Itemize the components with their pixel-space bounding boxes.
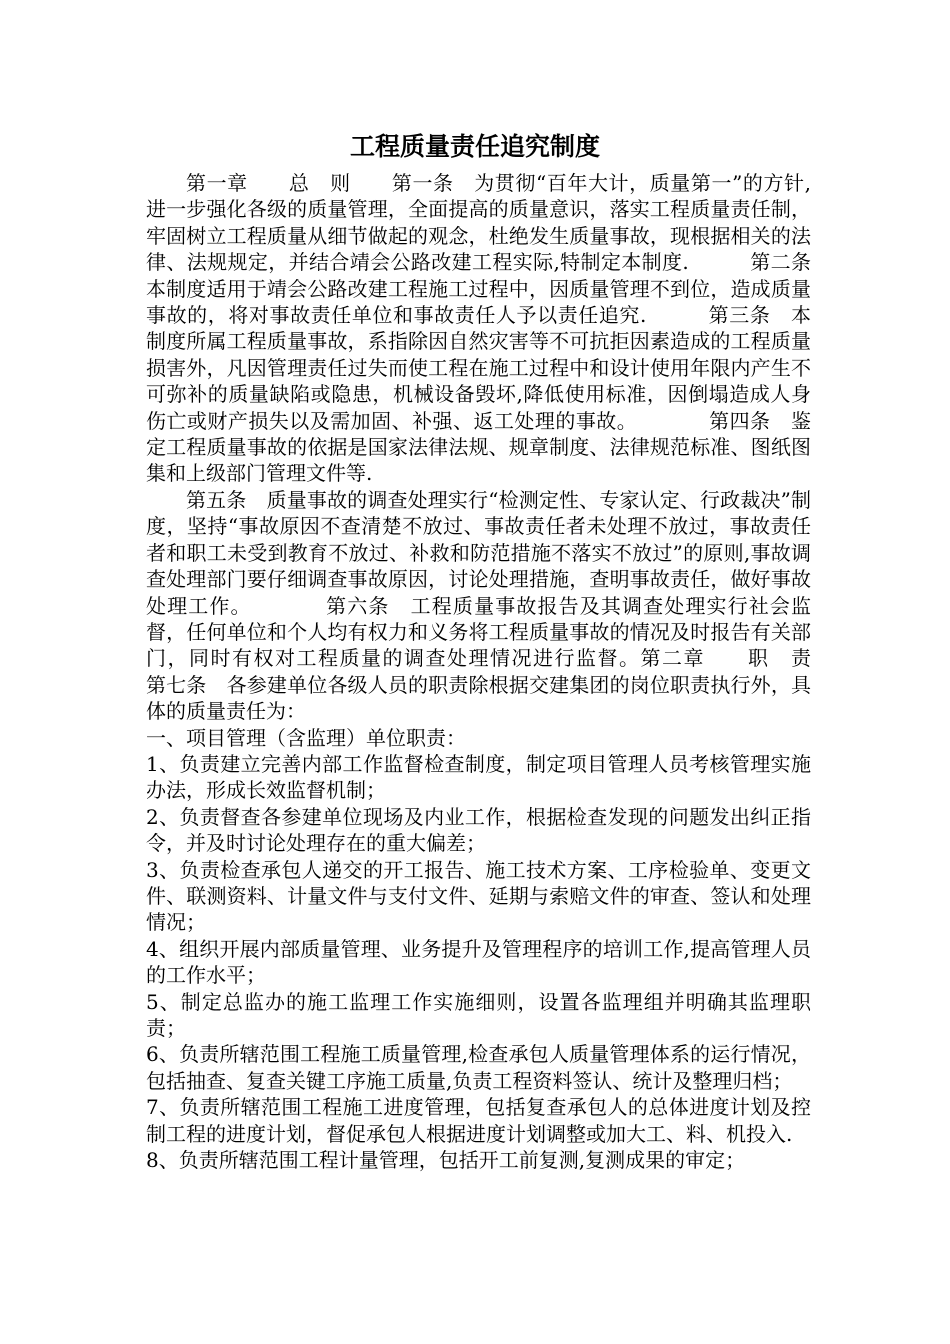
list-item: 1、负责建立完善内部工作监督检查制度，制定项目管理人员考核管理实施办法，形成长效监督机制； (146, 751, 811, 803)
paragraph-chapter-one: 第一章 总 则 第一条 为贯彻“百年大计，质量第一”的方针,进一步强化各级的质量管理，全面提高的质量意识，落实工程质量责任制，牢固树立工程质量从细节做起的观念，杜绝发生质量事故，现根据相关的法律、法规规定，并结合靖会公路改建工程实际,特制定本制度. 第二条 本制度适用于靖会公路改建工程施工过程中，因质量管理不到位，造成质量事故的，将对事故责任单位和事故责任人予以责任追究. 第三条 本制度所属工程质量事故，系指除因自然灾害等不可抗拒因素造成的工程质量损害外，凡因管理责任过失而使工程在施工过程中和设计使用年限内产生不可弥补的质量缺陷或隐患，机械设备毁坏,降低使用标准，因倒塌造成人身伤亡或财产损失以及需加固、补强、返工处理的事故。 第四条 鉴定工程质量事故的依据是国家法律法规、规章制度、法律规范标准、图纸图集和上级部门管理文件等. (146, 171, 831, 486)
document-body (146, 170, 891, 1173)
document-title: 工程质量责任追究制度 (349, 132, 600, 161)
list-item: 6、负责所辖范围工程施工质量管理,检查承包人质量管理体系的运行情况，包括抽查、复查关键工序施工质量,负责工程资料签认、统计及整理归档； (146, 1042, 811, 1093)
list-item: 4、组织开展内部质量管理、业务提升及管理程序的培训工作,提高管理人员的工作水平； (146, 936, 811, 988)
list-item: 8、负责所辖范围工程计量管理，包括开工前复测,复测成果的审定； (146, 1148, 746, 1173)
list-item: 3、负责检查承包人递交的开工报告、施工技术方案、工序检验单、变更文件、联测资料、计量文件与支付文件、延期与索赔文件的审查、签认和处理情况； (146, 857, 811, 935)
paragraph-section-heading: 一、项目管理（含监理）单位职责： (146, 725, 466, 750)
list-item: 5、制定总监办的施工监理工作实施细则，设置各监理组并明确其监理职责； (146, 989, 811, 1040)
list-item: 7、负责所辖范围工程施工进度管理，包括复查承包人的总体进度计划及控制工程的进度计划，督促承包人根据进度计划调整或加大工、料、机投入. (146, 1095, 811, 1146)
paragraph-article-five: 第五条 质量事故的调查处理实行“检测定性、专家认定、行政裁决”制度，坚持“事故原因不查清楚不放过、事故责任者未处理不放过，事故责任者和职工未受到教育不放过、补救和防范措施不落实不放过”的原则,事故调查处理部门要仔细调查事故原因，讨论处理措施，查明事故责任，做好事故处理工作。 第六条 工程质量事故报告及其调查处理实行社会监督，任何单位和个人均有权力和义务将工程质量事故的情况及时报告有关部门，同时有权对工程质量的调查处理情况进行监督。第二章 职 责 第七条 各参建单位各级人员的职责除根据交建集团的岗位职责执行外，具体的质量责任为： (146, 487, 891, 724)
list-item: 2、负责督查各参建单位现场及内业工作，根据检查发现的问题发出纠正指令，并及时讨论处理存在的重大偏差； (146, 804, 811, 856)
